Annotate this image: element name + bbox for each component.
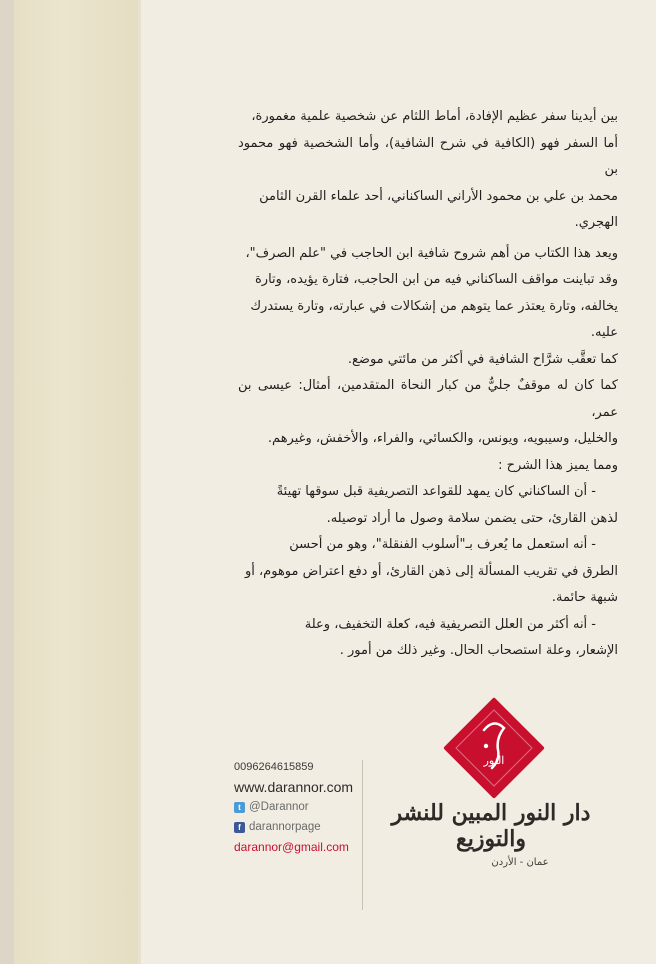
text-line: بين أيدينا سفر عظيم الإفادة، أماط اللثام عن شخصية علمية مغمورة، xyxy=(251,109,618,124)
decorative-stripe xyxy=(14,0,138,964)
text-line: محمد بن علي بن محمود الأراني الساكناني، أحد علماء القرن الثامن xyxy=(259,188,618,204)
twitter-row[interactable] xyxy=(234,797,364,817)
text-line: ويعد هذا الكتاب من أهم شروح شافية ابن الحاجب في "علم الصرف"، xyxy=(245,245,618,261)
bullet-line: - أنه أكثر من العلل التصريفية فيه، كعلة التخفيف، وعلة xyxy=(304,616,596,632)
book-spine xyxy=(0,0,14,964)
publisher-logo-icon xyxy=(434,688,554,808)
text-line: كما كان له موقفٌ جليٌّ من كبار النحاة المتقدمين، أمثال: عيسى بن عمر، xyxy=(238,378,618,420)
logo-text: النور xyxy=(483,754,505,767)
contact-info xyxy=(234,757,364,857)
facebook-icon: f xyxy=(234,822,245,833)
publisher-city: عمان - الأردن xyxy=(491,857,549,868)
text-line: وقد تباينت مواقف الساكناني فيه من ابن الحاجب، فتارة يؤيده، وتارة xyxy=(255,272,618,287)
facebook-row[interactable] xyxy=(234,817,364,837)
email-link[interactable]: darannor@gmail.com xyxy=(234,840,349,854)
text-line: ومما يميز هذا الشرح : xyxy=(498,457,618,473)
text-line: يخالفه، وتارة يعتذر عما يتوهم من إشكالات في عبارته، وتارة يستدرك xyxy=(250,298,618,314)
publisher-name: دار النور المبين للنشر والتوزيع xyxy=(391,800,591,852)
bullet-line: - أن الساكناني كان يمهد للقواعد التصريفية قبل سوقها تهيئةً xyxy=(276,484,596,499)
text-line: والخليل، وسيبويه، ويونس، والكسائي، والفراء، والأخفش، وغيرهم. xyxy=(267,431,618,446)
text-line: لذهن القارئ، حتى يضمن سلامة وصول ما أراد توصيله. xyxy=(326,510,618,526)
stripe-edge xyxy=(138,0,141,964)
phone-number: 0096264615859 xyxy=(234,761,314,773)
blurb-text xyxy=(238,104,618,665)
twitter-handle: @Darannor xyxy=(249,801,309,813)
text-line: كما تعقَّب شرَّاح الشافية في أكثر من مائتي موضع. xyxy=(347,351,618,367)
bullet-line: - أنه استعمل ما يُعرف بـ"أسلوب الفنقلة"، وهو من أحسن xyxy=(289,537,596,552)
website-link[interactable]: www.darannor.com xyxy=(234,779,354,795)
text-line: الطرق في تقريب المسألة إلى ذهن القارئ، أو دفع اعتراض موهوم، أو xyxy=(244,563,618,579)
facebook-handle: darannorpage xyxy=(249,821,321,833)
text-line: الإشعار، وعلة استصحاب الحال. وغير ذلك من أمور . xyxy=(339,643,618,658)
twitter-icon: t xyxy=(234,802,245,813)
text-line: شبهة حائمة. xyxy=(551,590,618,605)
text-line: أما السفر فهو (الكافية في شرح الشافية)، وأما الشخصية فهو محمود بن xyxy=(238,135,618,177)
text-line: عليه. xyxy=(590,325,618,340)
text-line: الهجري. xyxy=(574,215,618,230)
